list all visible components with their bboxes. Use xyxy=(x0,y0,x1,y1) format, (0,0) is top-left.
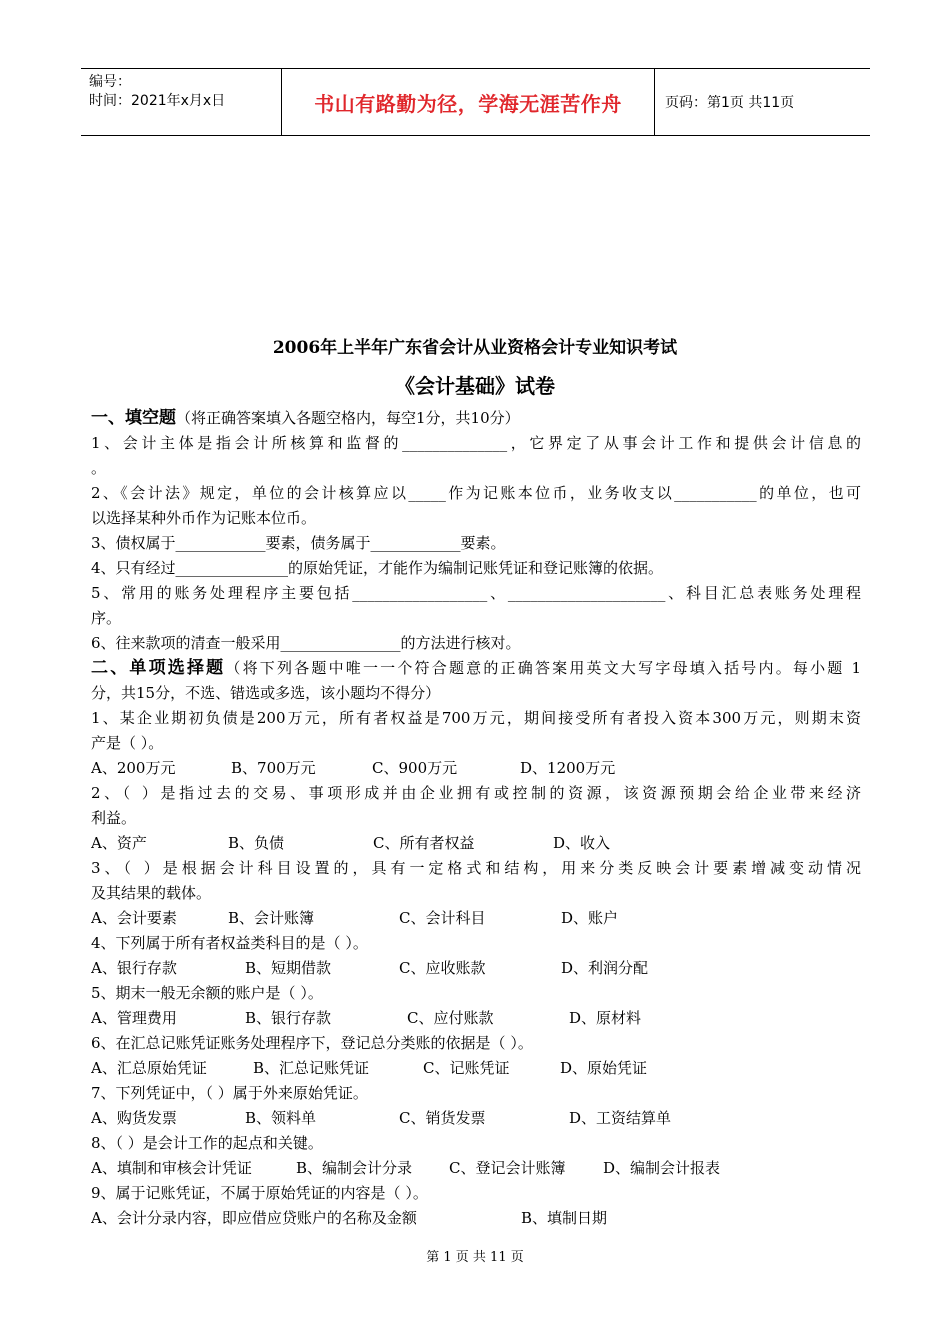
question-line: 5、期末一般无余额的账户是（ ）。 xyxy=(91,984,323,1002)
option: C、会计科目 xyxy=(399,909,486,927)
section2-note: （将下列各题中唯一一个符合题意的正确答案用英文大写字母填入括号内。每小题 1 xyxy=(225,659,861,677)
option: B、负债 xyxy=(228,834,285,852)
question-line: 以选择某种外币作为记账本位币。 xyxy=(91,509,317,527)
option: A、银行存款 xyxy=(91,959,177,977)
number-label: 编号： xyxy=(89,74,131,90)
question-line: 8、（ ）是会计工作的起点和关键。 xyxy=(91,1134,323,1152)
options-row xyxy=(91,1156,861,1181)
options-row xyxy=(91,906,861,931)
option: C、应收账款 xyxy=(399,959,486,977)
date-label: 时间：2021年x月x日 xyxy=(89,93,226,109)
option: A、购货发票 xyxy=(91,1109,177,1127)
header-motto: 书山有路勤为径，学海无涯苦作舟 xyxy=(281,69,655,135)
option: B、编制会计分录 xyxy=(296,1159,413,1177)
options-row xyxy=(91,1056,861,1081)
options-row xyxy=(91,1006,861,1031)
options-row xyxy=(91,1206,861,1231)
option: C、记账凭证 xyxy=(423,1059,510,1077)
option: B、领料单 xyxy=(245,1109,317,1127)
option: D、账户 xyxy=(561,909,619,927)
option: D、原材料 xyxy=(569,1009,642,1027)
option: D、原始凭证 xyxy=(560,1059,648,1077)
option: A、填制和审核会计凭证 xyxy=(91,1159,252,1177)
option: C、销货发票 xyxy=(399,1109,486,1127)
question-line: 。 xyxy=(91,459,107,477)
question-line: 3、（ ）是根据会计科目设置的，具有一定格式和结构，用来分类反映会计要素增减变动情况 xyxy=(91,859,861,877)
question-line: 利益。 xyxy=(91,809,137,827)
option: D、收入 xyxy=(553,834,611,852)
section1-header xyxy=(91,406,861,431)
header-page-info: 页码：第1页 共11页 xyxy=(665,95,795,111)
question-line: 1、会计主体是指会计所核算和监督的______________，它界定了从事会计工作和提供会计信息的 xyxy=(91,434,861,452)
exam-content xyxy=(91,406,861,1231)
option: A、管理费用 xyxy=(91,1009,177,1027)
options-row xyxy=(91,956,861,981)
question-line: 6、往来款项的清查一般采用________________的方法进行核对。 xyxy=(91,634,521,652)
section1-heading: 一、填空题 xyxy=(91,408,176,428)
option: C、900万元 xyxy=(372,759,458,777)
option: B、银行存款 xyxy=(245,1009,332,1027)
option: A、会计分录内容，即应借应贷账户的名称及金额 xyxy=(91,1209,417,1227)
question-line: 及其结果的载体。 xyxy=(91,884,212,902)
question-line: 7、下列凭证中，（ ）属于外来原始凭证。 xyxy=(91,1084,368,1102)
question-line: 产是（ ）。 xyxy=(91,734,164,752)
exam-title: 2006年上半年广东省会计从业资格会计专业知识考试 xyxy=(272,338,678,358)
option: A、会计要素 xyxy=(91,909,177,927)
question-line: 1、某企业期初负债是200万元，所有者权益是700万元，期间接受所有者投入资本300万元，则期末资 xyxy=(91,709,861,727)
question-line: 2、《会计法》规定，单位的会计核算应以_____作为记账本位币，业务收支以___________的单位，也可 xyxy=(91,484,861,502)
option: C、应付账款 xyxy=(407,1009,494,1027)
option: D、工资结算单 xyxy=(569,1109,672,1127)
question-line: 5、常用的账务处理程序主要包括__________________、_____________________、科目汇总表账务处理程 xyxy=(91,584,861,602)
question-line: 4、下列属于所有者权益类科目的是（ ）。 xyxy=(91,934,368,952)
page-header xyxy=(81,68,870,136)
question-line: 6、在汇总记账凭证账务处理程序下，登记总分类账的依据是（ ）。 xyxy=(91,1034,533,1052)
options-row xyxy=(91,756,861,781)
option: D、利润分配 xyxy=(561,959,649,977)
section2-note-cont: 分，共15分，不选、错选或多选，该小题均不得分） xyxy=(91,684,441,702)
option: D、1200万元 xyxy=(520,759,616,777)
option: D、编制会计报表 xyxy=(603,1159,721,1177)
paper-title: 《会计基础》试卷 xyxy=(395,374,555,398)
options-row xyxy=(91,831,861,856)
section2-heading: 二、单项选择题 xyxy=(91,658,226,678)
question-line: 2、（ ）是指过去的交易、事项形成并由企业拥有或控制的资源，该资源预期会给企业带来经济 xyxy=(91,784,861,802)
option: A、汇总原始凭证 xyxy=(91,1059,207,1077)
question-line: 4、只有经过_______________的原始凭证，才能作为编制记账凭证和登记账簿的依据。 xyxy=(91,559,664,577)
option: B、会计账簿 xyxy=(228,909,315,927)
option: A、资产 xyxy=(91,834,147,852)
page-footer: 第 1 页 共 11 页 xyxy=(426,1250,524,1265)
option: A、200万元 xyxy=(91,759,176,777)
question-line: 3、债权属于____________要素，债务属于____________要素。 xyxy=(91,534,506,552)
header-meta xyxy=(81,69,281,135)
section1-note: （将正确答案填入各题空格内，每空1分，共10分） xyxy=(176,409,520,427)
options-row xyxy=(91,1106,861,1131)
option: B、短期借款 xyxy=(245,959,332,977)
section2-header xyxy=(91,656,861,681)
option: B、填制日期 xyxy=(521,1209,608,1227)
option: C、所有者权益 xyxy=(373,834,475,852)
question-line: 序。 xyxy=(91,609,122,627)
option: C、登记会计账簿 xyxy=(449,1159,566,1177)
question-line: 9、属于记账凭证，不属于原始凭证的内容是（ ）。 xyxy=(91,1184,428,1202)
option: B、汇总记账凭证 xyxy=(253,1059,370,1077)
option: B、700万元 xyxy=(231,759,316,777)
